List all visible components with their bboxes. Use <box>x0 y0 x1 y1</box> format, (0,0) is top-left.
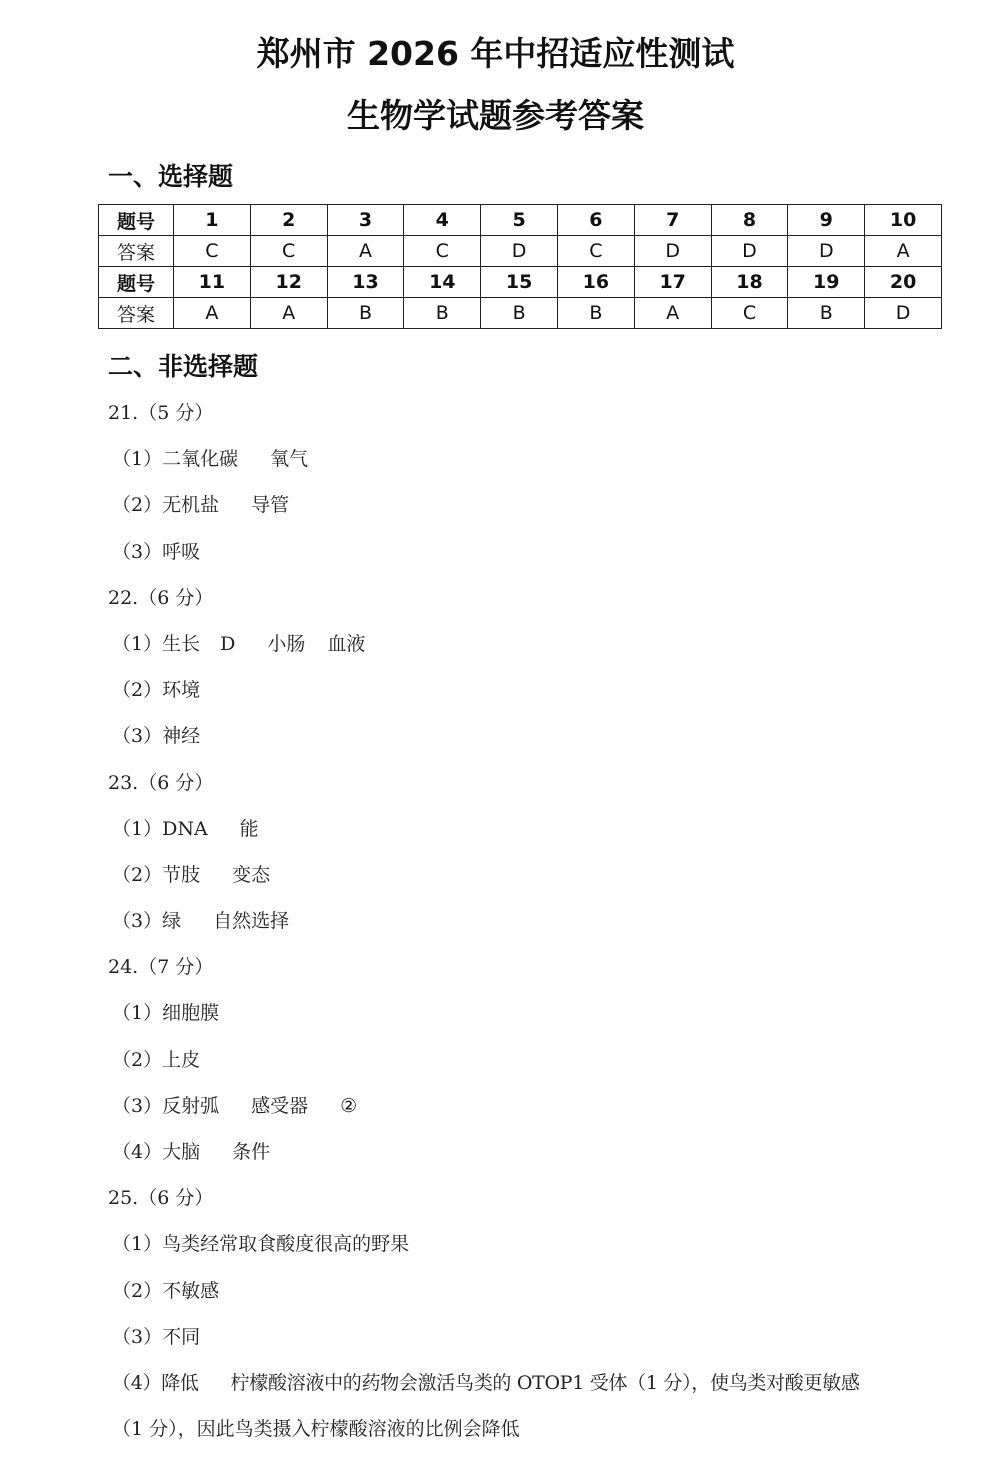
answer-cell: C <box>250 236 327 267</box>
page-title: 郑州市 2026 年中招适应性测试 <box>256 34 735 73</box>
answer-part: D <box>220 632 236 655</box>
question-header: 22.（6 分） <box>108 586 214 609</box>
answer-part: （3）神经 <box>112 725 201 748</box>
answer-cell: B <box>327 298 404 329</box>
row-label-question-number: 题号 <box>99 267 174 298</box>
question-number-cell: 11 <box>174 267 251 298</box>
answer-cell: D <box>711 236 788 267</box>
answer-part: （1 分），因此鸟类摄入柠檬酸溶液的比例会降低 <box>112 1418 520 1441</box>
answer-line <box>108 675 958 721</box>
question-header: 25.（6 分） <box>108 1187 214 1210</box>
answer-part: （4）降低 <box>112 1371 199 1394</box>
answer-cell: D <box>788 236 865 267</box>
answer-cell: A <box>250 298 327 329</box>
answer-line <box>108 1091 958 1137</box>
row-label-answer: 答案 <box>99 236 174 267</box>
answer-cell: A <box>634 298 711 329</box>
answer-line <box>108 1229 958 1275</box>
question-number-cell: 5 <box>481 205 558 236</box>
question-number-cell: 10 <box>865 205 942 236</box>
answer-part: （4）大脑 <box>112 1141 201 1163</box>
answer-part: （2）不敏感 <box>112 1279 220 1302</box>
section-heading-free-response: 二、非选择题 <box>108 352 259 381</box>
question-number-cell: 1 <box>174 205 251 236</box>
question-number-cell: 16 <box>557 267 634 298</box>
question-number-cell: 20 <box>865 267 942 298</box>
answer-line <box>108 860 958 906</box>
answer-line <box>108 490 958 536</box>
answer-part: （2）环境 <box>112 679 201 702</box>
answer-table <box>98 204 942 329</box>
answer-part: 感受器 <box>251 1094 309 1117</box>
question-number-cell: 15 <box>481 267 558 298</box>
page-subtitle: 生物学试题参考答案 <box>347 96 644 135</box>
answer-cell: A <box>174 298 251 329</box>
answer-part: 小肠 <box>267 632 306 655</box>
question-number-cell: 17 <box>634 267 711 298</box>
answer-part: （2）节肢 <box>112 863 201 886</box>
answer-part: （1）细胞膜 <box>112 1002 220 1025</box>
answer-part: 能 <box>239 817 259 840</box>
answer-line <box>108 1276 958 1322</box>
question-number-cell: 3 <box>327 205 404 236</box>
answer-line <box>108 1322 958 1368</box>
row-label-question-number: 题号 <box>99 205 174 236</box>
answer-part: ② <box>340 1094 358 1117</box>
answer-part: 条件 <box>232 1141 271 1163</box>
answer-cell: C <box>174 236 251 267</box>
answer-part: 柠檬酸溶液中的药物会激活鸟类的 OTOP1 受体（1 分），使鸟类对酸更敏感 <box>230 1371 860 1394</box>
answer-part: （2）上皮 <box>112 1048 201 1071</box>
answer-line <box>108 906 958 952</box>
answer-line <box>108 1045 958 1091</box>
answer-cell: A <box>865 236 942 267</box>
answer-line <box>108 444 958 490</box>
question-number-cell: 7 <box>634 205 711 236</box>
question-header: 24.（7 分） <box>108 956 214 979</box>
question-number-cell: 9 <box>788 205 865 236</box>
table-row-numbers <box>99 267 942 298</box>
row-label-answer: 答案 <box>99 298 174 329</box>
answer-cell: A <box>327 236 404 267</box>
question-number-cell: 18 <box>711 267 788 298</box>
answer-part: 变态 <box>232 863 271 886</box>
answer-part: （1）生长 <box>112 632 201 655</box>
question-number-cell: 8 <box>711 205 788 236</box>
answer-part: （2）无机盐 <box>112 494 220 517</box>
answer-cell: C <box>711 298 788 329</box>
question-header: 23.（6 分） <box>108 771 214 794</box>
answer-cell: C <box>557 236 634 267</box>
answer-part: 导管 <box>251 494 290 517</box>
answer-cell: B <box>404 298 481 329</box>
answer-line <box>108 537 958 583</box>
answer-line-continued <box>108 1414 958 1460</box>
question-number-cell: 12 <box>250 267 327 298</box>
answer-part: （3）不同 <box>112 1325 201 1348</box>
question-number-cell: 19 <box>788 267 865 298</box>
answer-part: （3）反射弧 <box>112 1094 220 1117</box>
answer-line <box>108 629 958 675</box>
table-row-answers <box>99 298 942 329</box>
question-number-cell: 14 <box>404 267 481 298</box>
answer-part: （1）二氧化碳 <box>112 448 239 471</box>
question-number-cell: 13 <box>327 267 404 298</box>
free-response-list <box>108 398 958 1460</box>
table-row-answers <box>99 236 942 267</box>
answer-part: 自然选择 <box>213 910 290 933</box>
answer-part: （1）DNA <box>112 817 208 840</box>
answer-line <box>108 814 958 860</box>
answer-line <box>108 1368 958 1414</box>
section-heading-multiple-choice: 一、选择题 <box>108 162 234 191</box>
answer-cell: D <box>865 298 942 329</box>
answer-cell: C <box>404 236 481 267</box>
answer-cell: B <box>788 298 865 329</box>
question-header: 21.（5 分） <box>108 402 214 424</box>
question-number-cell: 2 <box>250 205 327 236</box>
answer-cell: B <box>481 298 558 329</box>
answer-cell: D <box>481 236 558 267</box>
answer-part: （3）呼吸 <box>112 540 201 563</box>
answer-cell: D <box>634 236 711 267</box>
answer-line <box>108 1137 958 1183</box>
answer-part: （3）绿 <box>112 910 182 933</box>
question-number-cell: 4 <box>404 205 481 236</box>
answer-cell: B <box>557 298 634 329</box>
answer-part: 氧气 <box>270 448 309 471</box>
table-row-numbers <box>99 205 942 236</box>
question-number-cell: 6 <box>557 205 634 236</box>
answer-part: 血液 <box>327 632 366 655</box>
answer-line <box>108 721 958 767</box>
answer-part: （1）鸟类经常取食酸度很高的野果 <box>112 1233 410 1256</box>
answer-line <box>108 998 958 1044</box>
